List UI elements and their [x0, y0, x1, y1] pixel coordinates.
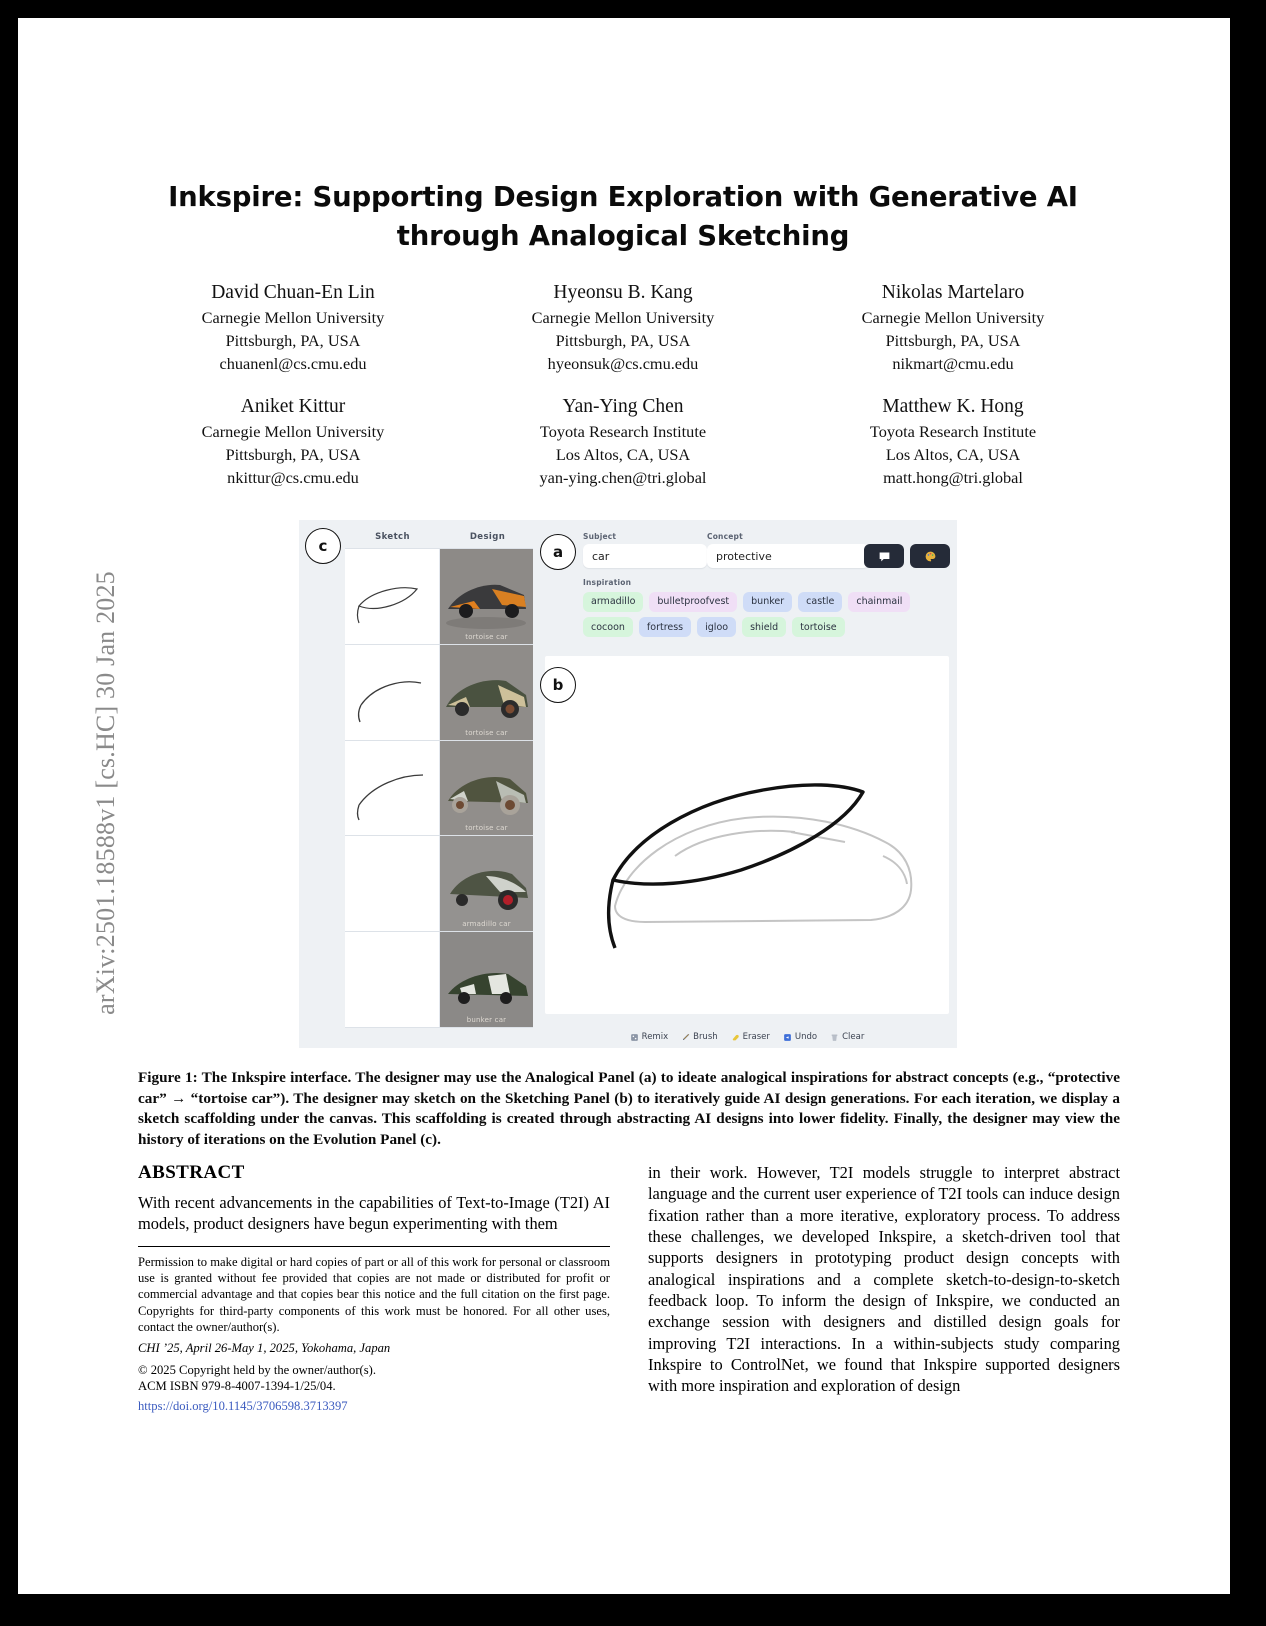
row-sketch-thumbnail [345, 549, 440, 644]
column-header-sketch: Sketch [375, 532, 410, 542]
left-column [138, 1162, 610, 1414]
speech-bubble-icon[interactable] [864, 544, 904, 568]
evolution-row[interactable] [345, 741, 533, 837]
row-sketch-thumbnail [345, 932, 440, 1027]
author-name: Hyeonsu B. Kang [553, 282, 693, 303]
page-title: Inkspire: Supporting Design Exploration with Generative AI through Analogical Sketching [168, 181, 1078, 253]
author-affiliation: Toyota Research Institute [869, 421, 1037, 441]
row-design-thumbnail [440, 741, 533, 836]
inspiration-tag[interactable]: cocoon [583, 617, 633, 637]
remix-button[interactable] [630, 1032, 668, 1042]
undo-label: Undo [794, 1032, 818, 1042]
palette-icon[interactable] [910, 544, 950, 568]
row-design-thumbnail [440, 549, 533, 644]
evolution-row[interactable] [345, 836, 533, 932]
author-entry [128, 394, 458, 489]
author-email: nkittur@cs.cmu.edu [227, 468, 359, 488]
evolution-row[interactable] [345, 932, 533, 1028]
analogical-panel [537, 520, 957, 652]
row-sketch-thumbnail [345, 741, 440, 836]
design-caption: tortoise car [465, 632, 508, 641]
arxiv-stamp: arXiv:2501.18588v1 [cs.HC] 30 Jan 2025 [91, 571, 120, 1015]
clear-label: Clear [842, 1032, 865, 1042]
subject-input[interactable]: car [583, 544, 707, 568]
abstract-text-left: With recent advancements in the capabilities of Text-to-Image (T2I) AI models, product designers have begun experimenting with them [138, 1193, 610, 1234]
callout-b: b [540, 667, 576, 703]
author-location: Pittsburgh, PA, USA [225, 330, 361, 350]
undo-icon [783, 1033, 792, 1042]
sketch-toolbar [537, 1026, 957, 1048]
row-sketch-thumbnail [345, 645, 440, 740]
clear-button[interactable] [830, 1032, 864, 1042]
eraser-label: Eraser [742, 1032, 770, 1042]
author-location: Pittsburgh, PA, USA [885, 330, 1021, 350]
author-name: Matthew K. Hong [882, 396, 1024, 418]
evolution-panel [299, 520, 537, 1048]
author-location: Los Altos, CA, USA [555, 445, 691, 465]
inspiration-tag[interactable]: tortoise [792, 617, 844, 637]
design-caption: bunker car [466, 1015, 507, 1024]
figure-1-screenshot [299, 520, 957, 1048]
author-email: yan-ying.chen@tri.global [539, 468, 707, 488]
inspiration-tag-list [583, 591, 951, 642]
subject-label: Subject [583, 532, 617, 541]
author-row [128, 394, 1118, 489]
venue-line: CHI ’25, April 26-May 1, 2025, Yokohama, Japan [138, 1341, 391, 1356]
brush-icon [681, 1033, 690, 1042]
evolution-row[interactable] [345, 645, 533, 741]
callout-a: a [540, 534, 576, 570]
callout-c: c [305, 528, 341, 564]
abstract-heading: ABSTRACT [138, 1162, 245, 1183]
design-caption: tortoise car [465, 824, 508, 833]
author-affiliation: Toyota Research Institute [539, 421, 707, 441]
author-name: Yan-Ying Chen [562, 396, 684, 418]
author-entry [788, 394, 1118, 489]
evolution-rows [345, 548, 533, 1023]
design-caption: armadillo car [462, 920, 511, 929]
paper-page [18, 18, 1230, 1594]
eraser-button[interactable] [731, 1032, 770, 1042]
author-affiliation: Carnegie Mellon University [201, 421, 385, 441]
author-affiliation: Carnegie Mellon University [861, 307, 1045, 327]
author-name: David Chuan-En Lin [211, 282, 375, 303]
row-design-thumbnail [440, 932, 533, 1027]
author-location: Pittsburgh, PA, USA [225, 445, 361, 465]
right-column [648, 1162, 1120, 1397]
concept-input[interactable]: protective [707, 544, 869, 568]
author-entry [458, 394, 788, 489]
inspiration-tag[interactable]: armadillo [583, 592, 643, 612]
author-entry [788, 280, 1118, 375]
brush-button[interactable] [681, 1032, 718, 1042]
eraser-icon [731, 1033, 740, 1042]
concept-label: Concept [707, 532, 743, 541]
sketching-panel-canvas[interactable] [545, 656, 949, 1014]
abstract-text-right: in their work. However, T2I models struggle to interpret abstract language and the current user experience of T2I tools can induce design fixation rather than a more iterative, exploratory process. To address these challenges, we developed Inkspire, a sketch-driven tool that supports designers in prototyping product design concepts with analogical inspirations and a complete sketch-to-design-to-sketch feedback loop. To inform the design of Inkspire, we conducted an exchange session with designers and distilled design goals for improving T2I interactions. In a within-subjects study comparing Inkspire to ControlNet, we found that Inkspire supported designers with more inspiration and exploration of design [648, 1163, 1120, 1396]
evolution-row[interactable] [345, 549, 533, 645]
design-caption: tortoise car [465, 728, 508, 737]
author-email: matt.hong@tri.global [883, 468, 1023, 488]
author-email: chuanenl@cs.cmu.edu [219, 354, 367, 374]
isbn-line: ACM ISBN 979-8-4007-1394-1/25/04. [138, 1379, 336, 1394]
undo-button[interactable] [783, 1032, 817, 1042]
row-design-thumbnail [440, 645, 533, 740]
author-name: Aniket Kittur [240, 396, 346, 418]
inspiration-tag[interactable]: fortress [639, 617, 691, 637]
row-design-thumbnail [440, 836, 533, 931]
copyright-line: © 2025 Copyright held by the owner/author(s). [138, 1362, 376, 1377]
author-affiliation: Carnegie Mellon University [531, 307, 715, 327]
column-header-design: Design [469, 532, 506, 542]
inspiration-tag[interactable]: bulletproofvest [649, 592, 737, 612]
author-email: hyeonsuk@cs.cmu.edu [547, 354, 699, 374]
brush-label: Brush [693, 1032, 718, 1042]
author-affiliation: Carnegie Mellon University [201, 307, 385, 327]
author-location: Pittsburgh, PA, USA [555, 330, 691, 350]
dice-icon [630, 1033, 639, 1042]
author-block [128, 280, 1118, 489]
author-entry [458, 280, 788, 375]
author-row [128, 280, 1118, 375]
figure-caption: Figure 1: The Inkspire interface. The designer may use the Analogical Panel (a) to ideate analogical inspirations for abstract concepts (e.g., “protective car” → “tortoise car”). The designer may sketch on the Sketching Panel (b) to iteratively guide AI design generations. For each iteration, we display a sketch scaffolding under the canvas. This scaffolding is created through abstracting AI designs into lower fidelity. Finally, the designer may view the history of iterations on the Evolution Panel (c). [138, 1069, 1120, 1149]
inspiration-tag[interactable]: bunker [743, 592, 792, 612]
inspiration-tag[interactable]: castle [798, 592, 842, 612]
author-location: Los Altos, CA, USA [885, 445, 1021, 465]
author-name: Nikolas Martelaro [881, 282, 1025, 303]
permission-notice: Permission to make digital or hard copies of part or all of this work for personal or classroom use is granted without fee provided that copies are not made or distributed for profit or commercial advantage and that copies bear this notice and the full citation on the first page. Copyrights for third-party components of this work must be honored. For all other uses, contact the owner/author(s). [138, 1254, 610, 1335]
inspiration-tag[interactable]: shield [742, 617, 786, 637]
remix-label: Remix [641, 1032, 669, 1042]
trash-icon [830, 1033, 839, 1042]
author-entry [128, 280, 458, 375]
doi-link[interactable]: https://doi.org/10.1145/3706598.3713397 [138, 1398, 348, 1413]
inspiration-tag[interactable]: chainmail [848, 592, 910, 612]
inspiration-label: Inspiration [583, 578, 632, 587]
row-sketch-thumbnail [345, 836, 440, 931]
inspiration-tag[interactable]: igloo [697, 617, 736, 637]
author-email: nikmart@cmu.edu [892, 354, 1014, 374]
footnote-divider [138, 1246, 610, 1247]
